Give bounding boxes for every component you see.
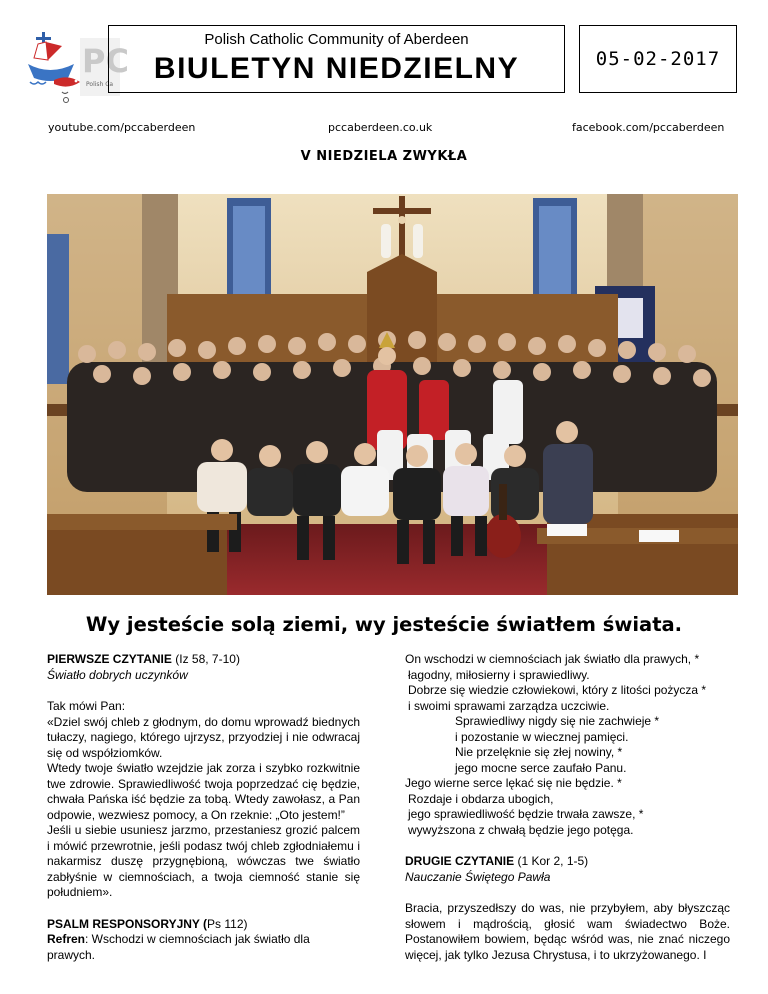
first-reading-label: PIERWSZE CZYTANIE [47,652,172,666]
community-name: Polish Catholic Community of Aberdeen [204,31,469,48]
logo-graphic [24,30,129,108]
first-reading-intro: Tak mówi Pan: [47,699,126,713]
youtube-link[interactable]: youtube.com/pccaberdeen [48,121,196,134]
second-reading-ref: (1 Kor 2, 1-5) [514,854,589,868]
psalm-refrain [47,932,360,963]
psalm-label: PSALM RESPONSORYJNY ( [47,916,208,931]
second-reading-label: DRUGIE CZYTANIE [405,854,515,868]
psalm-verse-line: Sprawiedliwy nigdy się nie zachwieje * [455,714,660,728]
psalm-verse-line: Dobrze się wiedzie człowiekowi, który z litości pożycza * [408,683,707,697]
psalm-verse-line: jego sprawiedliwość będzie trwała zawsze, * [408,807,644,821]
refrain-text: : Wschodzi w ciemnościach jak światło dla prawych. [47,932,310,962]
first-reading-text: «Dziel swój chleb z głodnym, do domu wprowadź biednych tułaczy, nagiego, którego ujrzysz, przyodziej i nie odwracaj się od współziomków. Wtedy twoje światło wzejdzie jak zorza i szybko rozkwitnie twe zdrowie. Sprawiedliwość twoja poprzedzać cię będzie, chwała Pańska iść będzie za tobą. Wtedy zawołasz, a Pan odpowie, wezwiesz pomocy, a On rzeknie: „Oto jestem!” Jeśli u siebie usuniesz jarzmo, przestaniesz grozić palcem i mówić przewrotnie, jeśli podasz twój chleb zgłodniałemu i nakarmisz duszę przygnębioną, wówczas twe światło zabłyśnie w ciemnościach, a twoja ciemność stanie się południem». [47,714,360,899]
first-reading-ref: (Iz 58, 7-10) [171,652,240,666]
gospel-headline: Wy jesteście solą ziemi, wy jesteście światłem świata. [85,613,683,636]
first-reading-subtitle: Światło dobrych uczynków [47,667,188,682]
facebook-link[interactable]: facebook.com/pccaberdeen [572,121,725,134]
logo-caption: Polish Ca [86,81,114,88]
psalm-verse-line: Rozdaje i obdarza ubogich, [408,791,554,806]
psalm-verse-line: Jego wierne serce lękać się nie będzie. * [405,776,622,790]
church-group-illustration [47,194,738,595]
psalm-verse-line: On wschodzi w ciemnościach jak światło dla prawych, * [405,652,700,666]
right-column [405,652,730,963]
refrain-label: Refren [47,932,86,946]
psalm-heading [47,917,360,933]
psalm-verse-line: Nie przelęknie się złej nowiny, * [455,745,623,759]
title-box [108,25,565,93]
psalm-verses [405,652,730,838]
psalm-verse-line: i swoimi sprawami zarządza uczciwie. [408,698,610,713]
logo-initials: PC [82,42,129,80]
psalm-verse-line: łagodny, miłosierny i sprawiedliwy. [408,667,590,682]
bulletin-title: BIULETYN NIEDZIELNY [153,52,520,85]
issue-date: 05-02-2017 [579,25,737,93]
first-reading-heading [47,652,360,668]
second-reading-text: Bracia, przyszedłszy do was, nie przybyłem, aby błyszcząc słowem i mądrością, głosić wam świadectwo Boże. Postanowiłem bowiem, będąc wśród was, nie znać niczego więcej, jak tylko Jezusa Chrystusa, i to ukrzyżowanego. I [405,901,730,962]
parish-logo [24,30,129,108]
left-column [47,652,360,963]
psalm-ref: Ps 112) [207,916,248,931]
psalm-verse-line: jego mocne serce zaufało Panu. [455,760,627,775]
second-reading-heading [405,854,730,870]
psalm-verse-line: i pozostanie w wiecznej pamięci. [455,729,629,744]
psalm-verse-line: wywyższona z chwałą będzie jego potęga. [408,822,634,837]
second-reading-subtitle: Nauczanie Świętego Pawła [405,869,551,884]
group-photo [47,194,738,595]
website-link[interactable]: pccaberdeen.co.uk [328,121,433,134]
liturgical-sunday: V NIEDZIELA ZWYKŁA [300,149,468,164]
